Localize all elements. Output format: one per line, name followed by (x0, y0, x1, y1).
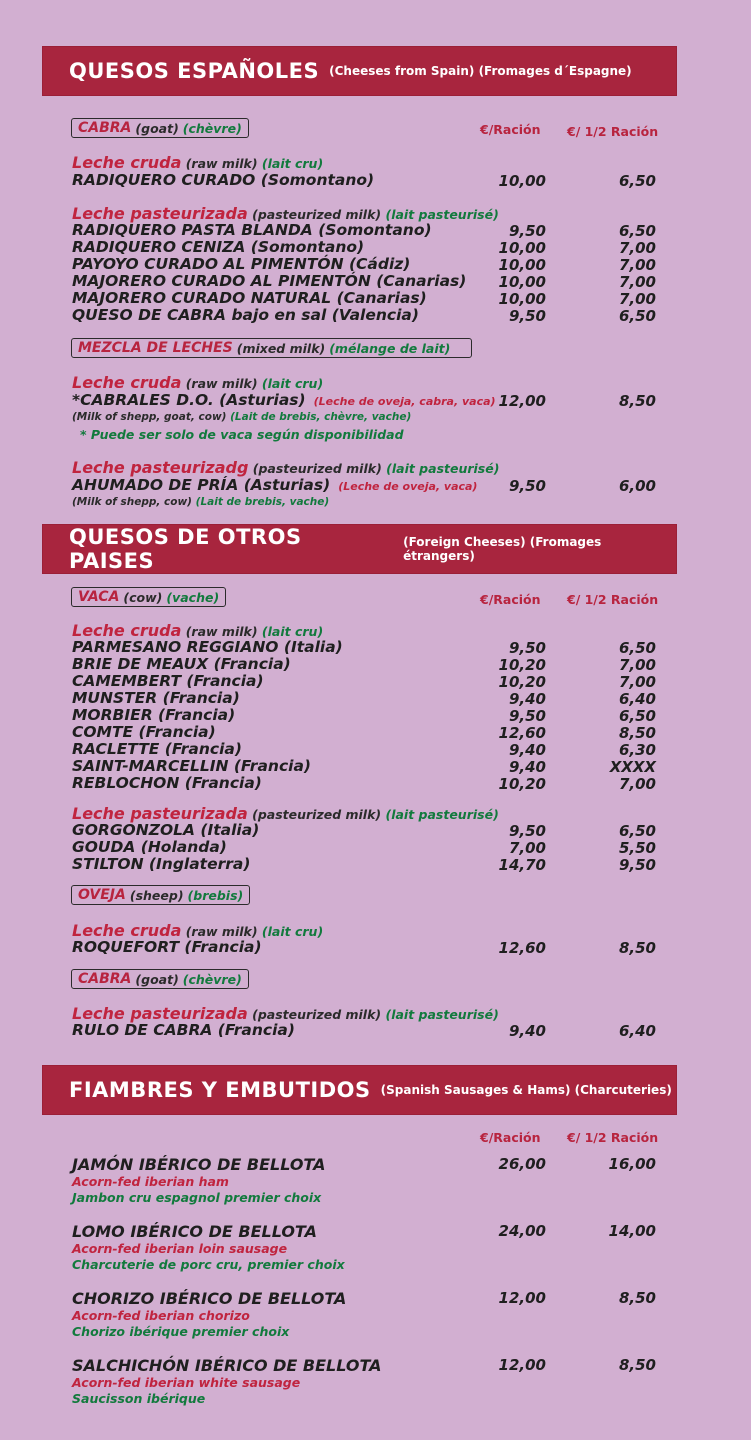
price-half: 8,50 (618, 392, 656, 410)
milk-en: (pasteurized milk) (252, 207, 382, 222)
price-racion: 12,00 (498, 1356, 546, 1374)
item-name: *CABRALES D.O. (Asturias) (72, 391, 306, 409)
menu-item: CAMEMBERT (Francia) (72, 672, 264, 690)
section-subtitle: (Spanish Sausages & Hams) (Charcuteries) (380, 1083, 672, 1097)
menu-item: PARMESANO REGGIANO (Italia) (72, 638, 343, 656)
milk-name: Leche cruda (72, 921, 182, 940)
fiambre-en: Acorn-fed iberian loin sausage (72, 1241, 288, 1256)
menu-item: MORBIER (Francia) (72, 706, 236, 724)
price-racion: 9,50 (508, 222, 546, 240)
price-racion: 9,40 (508, 741, 546, 759)
note-en: (Milk of shepp, goat, cow) (72, 411, 227, 423)
milk-fr: (lait cru) (261, 624, 324, 639)
availability-note: * Puede ser solo de vaca según disponibilidad (80, 427, 404, 442)
fiambre-fr: Charcuterie de porc cru, premier choix (72, 1257, 345, 1272)
fiambre-fr: Jambon cru espagnol premier choix (72, 1190, 322, 1205)
fiambre-name: JAMÓN IBÉRICO DE BELLOTA (72, 1155, 326, 1174)
price-half: 6,40 (618, 1022, 656, 1040)
section-title: QUESOS DE OTROS PAISES (69, 525, 302, 573)
menu-item: COMTE (Francia) (72, 723, 216, 741)
milk-en: (pasteurized milk) (252, 461, 382, 476)
price-racion: 10,00 (498, 172, 546, 190)
fiambre-en: Acorn-fed iberian white sausage (72, 1375, 301, 1390)
milk-name: Leche pasteurizada (72, 204, 248, 223)
menu-item-ahumado (72, 477, 477, 495)
price-racion: 10,20 (498, 775, 546, 793)
price-racion: 9,40 (508, 758, 546, 776)
note-fr: (Lait de brebis, chèvre, vache) (230, 411, 412, 423)
price-half: 8,50 (618, 1289, 656, 1307)
category-cow (71, 587, 226, 607)
section-banner-spanish-cheeses (43, 47, 676, 95)
price-racion: 10,20 (498, 673, 546, 691)
milk-en: (raw milk) (185, 156, 258, 171)
milk-name: Leche cruda (72, 621, 182, 640)
price-header-racion: €/Ración (480, 592, 541, 607)
menu-item: RULO DE CABRA (Francia) (72, 1021, 295, 1039)
price-half: 9,50 (618, 856, 656, 874)
price-half: 5,50 (618, 839, 656, 857)
note-fr: (Lait de brebis, vache) (195, 496, 330, 508)
price-racion: 10,00 (498, 239, 546, 257)
category-goat (71, 969, 249, 989)
item-name: AHUMADO DE PRÍA (Asturias) (72, 476, 331, 494)
price-half: 7,00 (618, 239, 656, 257)
price-racion: 10,00 (498, 256, 546, 274)
category-en: (sheep) (129, 887, 184, 903)
price-header-racion: €/Ración (480, 122, 541, 137)
price-header-racion: €/Ración (480, 1130, 541, 1145)
price-half: 8,50 (618, 724, 656, 742)
menu-item: QUESO DE CABRA bajo en sal (Valencia) (72, 306, 419, 324)
milk-type-raw (72, 155, 323, 172)
price-half: 6,00 (618, 477, 656, 495)
fiambre-en: Acorn-fed iberian ham (72, 1174, 229, 1189)
section-subtitle: (Cheeses from Spain) (Fromages d´Espagne) (329, 64, 632, 78)
price-racion: 9,50 (508, 822, 546, 840)
milk-fr: (lait cru) (261, 156, 324, 171)
fiambre-name: SALCHICHÓN IBÉRICO DE BELLOTA (72, 1356, 382, 1375)
price-half: 7,00 (618, 256, 656, 274)
menu-item: REBLOCHON (Francia) (72, 774, 262, 792)
milk-name: Leche cruda (72, 373, 182, 392)
section-title: QUESOS ESPAÑOLES (69, 59, 320, 83)
item-milk-note (72, 496, 329, 508)
price-header-half: €/ 1/2 Ración (567, 592, 659, 607)
menu-item-cabrales (72, 392, 496, 410)
milk-name: Leche pasteurizada (72, 1004, 248, 1023)
category-name: CABRA (78, 971, 132, 987)
price-header-half: €/ 1/2 Ración (567, 1130, 659, 1145)
item-milk-note (72, 411, 411, 423)
section-subtitle: (Foreign Cheeses) (Fromages étrangers) (403, 535, 602, 563)
category-en: (goat) (135, 971, 179, 987)
price-racion: 7,00 (508, 839, 546, 857)
menu-item: GOUDA (Holanda) (72, 838, 227, 856)
price-half: 14,00 (608, 1222, 656, 1240)
price-half: 6,30 (618, 741, 656, 759)
milk-fr: (lait cru) (261, 924, 324, 939)
price-half: XXXX (609, 758, 656, 776)
menu-item: ROQUEFORT (Francia) (72, 938, 262, 956)
price-half: 8,50 (618, 939, 656, 957)
price-racion: 10,00 (498, 273, 546, 291)
price-half: 6,50 (618, 172, 656, 190)
price-racion: 12,00 (498, 1289, 546, 1307)
menu-item: RADIQUERO PASTA BLANDA (Somontano) (72, 221, 432, 239)
fiambre-name: LOMO IBÉRICO DE BELLOTA (72, 1222, 317, 1241)
price-half: 7,00 (618, 775, 656, 793)
category-name: VACA (78, 589, 120, 605)
category-mixed-milk (71, 338, 472, 358)
price-half: 7,00 (618, 656, 656, 674)
price-half: 16,00 (608, 1155, 656, 1173)
milk-en: (pasteurized milk) (252, 807, 382, 822)
item-note: (Leche de oveja, vaca) (338, 480, 478, 493)
fiambre-fr: Chorizo ibérique premier choix (72, 1324, 290, 1339)
price-half: 7,00 (618, 673, 656, 691)
fiambre-name: CHORIZO IBÉRICO DE BELLOTA (72, 1289, 347, 1308)
section-banner-foreign-cheeses (43, 525, 676, 573)
menu-item: SAINT-MARCELLIN (Francia) (72, 757, 311, 775)
price-half: 6,40 (618, 690, 656, 708)
price-racion: 12,60 (498, 939, 546, 957)
price-racion: 10,00 (498, 290, 546, 308)
milk-en: (raw milk) (185, 624, 258, 639)
milk-fr: (lait pasteurisé) (386, 461, 500, 476)
category-name: OVEJA (78, 887, 126, 903)
price-half: 7,00 (618, 273, 656, 291)
category-en: (cow) (123, 589, 163, 605)
price-half: 7,00 (618, 290, 656, 308)
price-racion: 9,50 (508, 477, 546, 495)
price-racion: 12,60 (498, 724, 546, 742)
menu-item: RADIQUERO CURADO (Somontano) (72, 171, 375, 189)
category-fr: (vache) (166, 589, 220, 605)
milk-type-pasteurized (72, 460, 499, 477)
price-racion: 24,00 (498, 1222, 546, 1240)
price-half: 8,50 (618, 1356, 656, 1374)
milk-en: (raw milk) (185, 924, 258, 939)
category-en: (mixed milk) (236, 340, 326, 356)
milk-name: Leche pasteurizadg (72, 458, 249, 477)
category-en: (goat) (135, 120, 179, 136)
milk-fr: (lait pasteurisé) (385, 807, 499, 822)
price-racion: 14,70 (498, 856, 546, 874)
milk-en: (raw milk) (185, 376, 258, 391)
category-goat (71, 118, 249, 138)
milk-name: Leche cruda (72, 153, 182, 172)
menu-item: MAJORERO CURADO NATURAL (Canarias) (72, 289, 427, 307)
milk-en: (pasteurized milk) (252, 1007, 382, 1022)
price-half: 6,50 (618, 307, 656, 325)
price-racion: 10,20 (498, 656, 546, 674)
milk-name: Leche pasteurizada (72, 804, 248, 823)
section-title: FIAMBRES Y EMBUTIDOS (69, 1078, 371, 1102)
menu-item: PAYOYO CURADO AL PIMENTÓN (Cádiz) (72, 255, 411, 273)
menu-item: MUNSTER (Francia) (72, 689, 240, 707)
price-header-half: €/ 1/2 Ración (567, 124, 659, 139)
milk-fr: (lait cru) (261, 376, 324, 391)
category-name: CABRA (78, 120, 132, 136)
category-name: MEZCLA DE LECHES (78, 340, 233, 356)
category-fr: (chèvre) (182, 971, 242, 987)
item-note: (Leche de oveja, cabra, vaca) (313, 395, 496, 408)
price-half: 6,50 (618, 822, 656, 840)
category-fr: (brebis) (187, 887, 244, 903)
price-racion: 9,40 (508, 1022, 546, 1040)
price-racion: 9,50 (508, 707, 546, 725)
fiambre-fr: Saucisson ibérique (72, 1391, 206, 1406)
menu-item: MAJORERO CURADO AL PIMENTÓN (Canarias) (72, 272, 467, 290)
price-half: 6,50 (618, 707, 656, 725)
price-racion: 9,50 (508, 307, 546, 325)
category-fr: (mélange de lait) (329, 340, 451, 356)
milk-fr: (lait pasteurisé) (385, 207, 499, 222)
price-half: 6,50 (618, 639, 656, 657)
section-banner-sausages-hams (43, 1066, 676, 1114)
category-fr: (chèvre) (182, 120, 242, 136)
price-racion: 12,00 (498, 392, 546, 410)
price-half: 6,50 (618, 222, 656, 240)
price-racion: 9,40 (508, 690, 546, 708)
menu-item: RACLETTE (Francia) (72, 740, 242, 758)
menu-item: RADIQUERO CENIZA (Somontano) (72, 238, 365, 256)
menu-item: GORGONZOLA (Italia) (72, 821, 260, 839)
category-sheep (71, 885, 250, 905)
fiambre-en: Acorn-fed iberian chorizo (72, 1308, 250, 1323)
menu-item: BRIE DE MEAUX (Francia) (72, 655, 291, 673)
milk-type-raw (72, 375, 323, 392)
menu-item: STILTON (Inglaterra) (72, 855, 251, 873)
note-en: (Milk of shepp, cow) (72, 496, 192, 508)
price-racion: 9,50 (508, 639, 546, 657)
price-racion: 26,00 (498, 1155, 546, 1173)
milk-fr: (lait pasteurisé) (385, 1007, 499, 1022)
